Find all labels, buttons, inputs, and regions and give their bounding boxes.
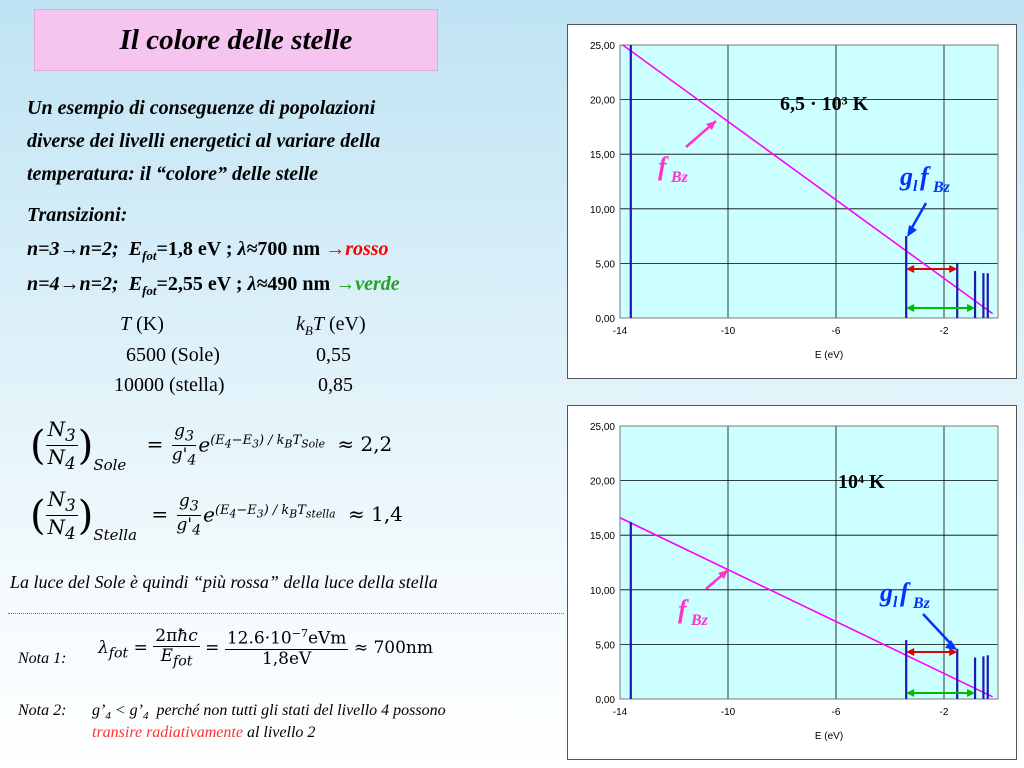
note2-red-text: transire radiativamente [92,724,243,741]
title-box [34,9,438,71]
intro-line: Un esempio di conseguenze di popolazioni [27,97,376,119]
table-cell-kt: 0,85 [318,374,353,396]
y-tick-label: 0,00 [595,695,615,706]
lambda-symbol: λ≈ [247,273,268,295]
color-word-red: rosso [345,238,389,260]
fbz-subscript: Bz [671,169,688,186]
transitions-heading: Transizioni: [27,204,128,226]
fbz-label: f [658,152,667,181]
transition-row-1: n=3→n=2; $E_{fot}=1,8$ eV ; λ≈700 nm →rosso [27,238,389,263]
color-word-green: verde [355,273,400,295]
table-cell-temp: 10000 (stella) [114,374,225,396]
x-tick-label: -6 [831,326,841,337]
glfbz-f: f [900,578,909,607]
y-tick-label: 5,00 [595,640,615,652]
note1-unit: eVm [307,628,347,649]
lambda-symbol: λ≈ [237,238,258,260]
transition-lambda: 700 nm [257,238,321,260]
y-tick-label: 10,00 [589,204,615,216]
fbz-label: f [678,595,687,624]
y-tick-label: 25,00 [589,422,615,433]
y-tick-label: 0,00 [595,314,615,325]
right-arrow-icon: → [59,273,80,295]
right-arrow-icon: → [325,238,346,260]
glfbz-f: f [920,162,929,191]
glfbz-label: g [900,162,913,191]
glfbz-subscript-bz: Bz [933,179,950,196]
table-header-temp: T (K) [120,313,164,335]
note1-numerator: 12.6·10 [226,628,292,649]
note1-formula: $\lambda_{fot}$ = $\frac{\text{2πħc}}{E_{fot}}$ = $\frac{12.6\cdot 10^{-7}eVm}{1,8eV}$ ≈ 700nm [98,626,433,670]
note1-label: Nota 1: [18,650,67,667]
intro-line: diverse dei livelli energetici al variare della [27,130,381,152]
intro-paragraph [27,92,507,191]
ratio-label-stella: Stella [93,526,138,545]
table-cell-temp: 6500 (Sole) [126,344,220,366]
table-header-kt: $k_BT$ (eV) [296,313,366,338]
note2-rest-text: al livello 2 [246,724,316,741]
note2-line2 [92,724,315,742]
transition-energy: =1,8 eV ; [156,238,233,260]
transition-lambda: 490 nm [267,273,331,295]
x-axis-label: E (eV) [814,731,844,742]
divider [8,613,564,614]
glfbz-label: g [880,578,893,607]
ratio-formula-stella: ( $\frac{N_3}{N_4}$ )$_{Stella}$ = $\frac{g_3}{g'_4}$ $e^{(E_4-E_3) / k_BT_{stella}} \approx 1,4$ [30,487,403,545]
plot-area [620,426,998,699]
glfbz-subscript-bz: Bz [913,595,930,612]
y-tick-label: 20,00 [589,476,615,488]
ratio-label-sole: Sole [93,456,127,475]
y-tick-label: 15,00 [589,531,615,543]
y-tick-label: 10,00 [589,585,615,597]
y-tick-label: 20,00 [589,95,615,107]
ratio-result-stella: ≈ 1,4 [347,502,403,527]
chart-panel-1 [567,24,1017,379]
transition-from: n=3 [27,238,60,260]
ratio-formula-sole: ( $\frac{N_3}{N_4}$ )$_{Sole}$ = $\frac{g_3}{g'_4}$ $e^{(E_4-E_3) / k_BT_{Sole}} \approx 2,2$ [30,417,393,475]
conclusion-text: La luce del Sole è quindi “più rossa” della luce della stella [10,572,438,592]
chart-title: 6,5 · 10³ K [780,93,869,115]
x-tick-label: -14 [612,707,628,718]
note2-line1: $g’_4$ < $g’_4$ perché non tutti gli stati del livello 4 possono [92,702,446,723]
transition-energy: =2,55 eV ; [156,273,243,295]
chart-1 [568,25,1016,378]
right-arrow-icon: → [335,273,356,295]
table-header-kt-unit: (eV) [328,313,366,335]
note1-denominator: 1,8eV [261,648,312,669]
y-tick-label: 15,00 [589,150,615,162]
table-header-temp-unit: (K) [136,313,164,335]
note1-result: ≈ 700nm [353,637,433,658]
table-cell-kt: 0,55 [316,344,351,366]
transition-from: n=4 [27,273,60,295]
x-tick-label: -14 [612,326,628,337]
y-tick-label: 5,00 [595,259,615,271]
intro-line: temperatura: il “colore” delle stelle [27,163,319,185]
x-tick-label: -6 [831,707,841,718]
transition-to: n=2; [79,273,119,295]
y-tick-label: 25,00 [589,41,615,52]
right-arrow-icon: → [59,238,80,260]
glfbz-subscript-l: l [893,594,898,611]
note2-label: Nota 2: [18,702,67,719]
transition-row-2: n=4→n=2; $E_{fot}=2,55$ eV ; λ≈490 nm →verde [27,273,400,298]
x-tick-label: -10 [720,707,736,718]
chart-title: 10⁴ K [838,471,885,493]
note2-text: perché non tutti gli stati del livello 4 possono [156,702,446,719]
x-tick-label: -2 [939,707,949,718]
glfbz-subscript-l: l [913,178,918,195]
ratio-result-sole: ≈ 2,2 [337,432,393,457]
note1-exponent: −7 [291,627,308,641]
x-tick-label: -2 [939,326,949,337]
page-title: Il colore delle stelle [119,23,353,56]
transition-to: n=2; [79,238,119,260]
chart-2 [568,406,1016,759]
x-tick-label: -10 [720,326,736,337]
chart-panel-2 [567,405,1017,760]
x-axis-label: E (eV) [814,350,844,361]
fbz-subscript: Bz [691,612,708,629]
